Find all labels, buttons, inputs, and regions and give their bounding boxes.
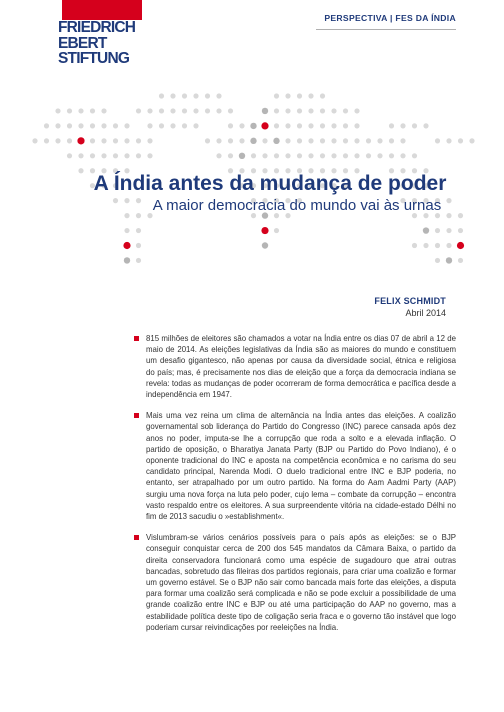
map-dot	[101, 153, 106, 158]
map-dot	[297, 123, 302, 128]
map-dot	[377, 153, 382, 158]
map-dot	[159, 123, 164, 128]
map-dot	[446, 243, 451, 248]
map-dot	[412, 243, 417, 248]
paragraph-text: 815 milhões de eleitores são chamados a votar na Índia entre os dias 07 de abril a 12 de maio de 2014. As eleições legislativas da Índia são as maiores do mundo e constituem um desafio gigantesco, não apenas por causa da diversidade social, étnica e religiosa do país; mas, é precisamente nos dias de eleição que a força da democracia indiana se revela: todas as mudanças de poder ocorreram de forma democrática e pacífica desde a independência em 1947.	[146, 334, 456, 400]
map-dot	[67, 123, 72, 128]
map-dot	[262, 153, 267, 158]
map-dot	[136, 258, 141, 263]
map-dot	[423, 123, 428, 128]
map-dot	[90, 138, 95, 143]
map-dot	[159, 108, 164, 113]
map-dot	[262, 138, 267, 143]
map-dot	[147, 108, 152, 113]
publication-date: Abril 2014	[405, 308, 446, 318]
map-dot	[297, 108, 302, 113]
map-dot	[55, 123, 60, 128]
map-dot-highlight	[261, 122, 268, 129]
map-dot	[124, 153, 129, 158]
map-dot	[67, 138, 72, 143]
map-dot	[90, 153, 95, 158]
fes-logo	[58, 20, 158, 67]
map-dot	[308, 138, 313, 143]
map-dot	[124, 228, 129, 233]
map-dot	[78, 123, 83, 128]
map-dot	[182, 93, 187, 98]
map-dot	[343, 153, 348, 158]
map-dot	[262, 242, 268, 248]
map-dot	[251, 153, 256, 158]
map-dot	[331, 123, 336, 128]
map-dot	[113, 138, 118, 143]
map-dot	[400, 153, 405, 158]
map-dot	[136, 108, 141, 113]
map-dot	[274, 228, 279, 233]
map-dot	[205, 138, 210, 143]
map-dot	[274, 108, 279, 113]
map-dot	[285, 138, 290, 143]
map-dot	[67, 108, 72, 113]
map-dot	[90, 123, 95, 128]
map-dot	[170, 108, 175, 113]
map-dot	[182, 108, 187, 113]
page-subtitle: A maior democracia do mundo vai às urnas	[152, 197, 442, 214]
paragraph	[134, 532, 456, 633]
map-dot	[320, 108, 325, 113]
map-dot	[124, 257, 130, 263]
map-dot	[216, 93, 221, 98]
map-dot-highlight	[123, 242, 130, 249]
map-dot	[193, 123, 198, 128]
map-dot	[239, 138, 244, 143]
map-dot	[78, 108, 83, 113]
map-dot	[205, 93, 210, 98]
logo-red-bar	[62, 0, 142, 20]
map-dot	[136, 153, 141, 158]
map-dot	[216, 138, 221, 143]
logo-line-3: STIFTUNG	[58, 50, 130, 67]
map-dot	[343, 108, 348, 113]
map-dot	[250, 138, 256, 144]
map-dot	[274, 93, 279, 98]
map-dot	[412, 123, 417, 128]
map-dot	[435, 138, 440, 143]
map-dot	[228, 123, 233, 128]
map-dot	[274, 123, 279, 128]
map-dot	[136, 138, 141, 143]
map-dot	[354, 138, 359, 143]
map-dot	[205, 108, 210, 113]
map-dot	[389, 123, 394, 128]
map-dot	[78, 153, 83, 158]
paragraph	[134, 333, 456, 400]
map-dot	[193, 108, 198, 113]
page-title: A Índia antes da mudança de poder	[93, 172, 447, 195]
map-dot	[55, 108, 60, 113]
author-block	[374, 296, 446, 318]
map-dot	[297, 153, 302, 158]
map-dot	[55, 138, 60, 143]
map-dot	[366, 138, 371, 143]
map-dot	[67, 153, 72, 158]
map-dot	[285, 93, 290, 98]
map-dot	[228, 153, 233, 158]
map-dot	[389, 138, 394, 143]
map-dot	[435, 228, 440, 233]
map-dot	[343, 138, 348, 143]
map-dot	[331, 108, 336, 113]
map-dot	[250, 123, 256, 129]
map-dot	[308, 153, 313, 158]
map-dot	[147, 138, 152, 143]
map-dot	[147, 153, 152, 158]
map-dot	[101, 123, 106, 128]
map-dot	[308, 108, 313, 113]
map-dot	[274, 153, 279, 158]
map-dot	[458, 258, 463, 263]
map-dot-highlight	[457, 242, 464, 249]
map-dot	[320, 138, 325, 143]
map-dot	[446, 228, 451, 233]
map-dot	[216, 153, 221, 158]
map-dot	[354, 153, 359, 158]
map-dot	[285, 123, 290, 128]
map-dot	[273, 138, 279, 144]
map-dot	[400, 138, 405, 143]
map-dot	[193, 93, 198, 98]
map-dot	[412, 153, 417, 158]
map-dot	[44, 123, 49, 128]
map-dot	[170, 93, 175, 98]
red-bullet-icon	[134, 413, 139, 418]
map-dot	[285, 153, 290, 158]
map-dot	[469, 138, 474, 143]
map-dot	[44, 138, 49, 143]
map-dot	[446, 138, 451, 143]
red-bullet-icon	[134, 535, 139, 540]
map-dot	[147, 123, 152, 128]
map-dot	[354, 123, 359, 128]
map-dot	[90, 108, 95, 113]
map-dot	[308, 123, 313, 128]
map-dot	[239, 153, 245, 159]
map-dot	[377, 138, 382, 143]
map-dot	[136, 243, 141, 248]
map-dot	[182, 123, 187, 128]
map-dot	[354, 108, 359, 113]
map-dot	[308, 93, 313, 98]
map-dot	[136, 228, 141, 233]
map-dot	[101, 108, 106, 113]
map-dot	[366, 153, 371, 158]
map-dot	[285, 108, 290, 113]
map-dot	[331, 138, 336, 143]
map-dot	[423, 227, 429, 233]
map-dot	[124, 123, 129, 128]
map-dot-highlight	[261, 227, 268, 234]
map-dot	[389, 153, 394, 158]
map-dot	[113, 153, 118, 158]
map-dot-highlight	[77, 137, 84, 144]
map-dot	[423, 243, 428, 248]
map-dot	[170, 123, 175, 128]
map-dot	[262, 108, 268, 114]
map-dot	[331, 153, 336, 158]
map-dot	[446, 257, 452, 263]
map-dot	[297, 138, 302, 143]
logo-line-2: EBERT	[58, 34, 107, 52]
map-dot	[113, 123, 118, 128]
map-dot	[320, 123, 325, 128]
map-dot	[239, 123, 244, 128]
red-bullet-icon	[134, 336, 139, 341]
map-dot	[159, 93, 164, 98]
map-dot	[32, 138, 37, 143]
logo-line-1: FRIEDRICH	[58, 19, 136, 36]
map-dot	[320, 153, 325, 158]
paragraph	[134, 410, 456, 522]
map-dot	[101, 138, 106, 143]
paragraph-text: Vislumbram-se vários cenários possíveis para o país após as eleições: se o BJP conseguir conquistar cerca de 200 dos 545 mandatos da Câmara Baixa, o partido da direita conservadora funcionará como uma espécie de sugadouro que atrai outras bancadas, sobretudo das fileiras dos partidos regionais, para criar uma coalizão e formar um governo estável. Se o BJP não sair como bancada mais forte das eleições, a disputa para formar uma coalizão será complicada e não se pode excluir a possibilidade de uma grande coalizão entre INC e BJP ou até uma participação do AAP no governo, mas a estabilidade política deste tipo de coligação seria fraca e o governo tão instável que logo poderiam cursar reivindicações por reeleições na Índia.	[146, 533, 456, 632]
map-dot	[458, 228, 463, 233]
map-dot	[297, 93, 302, 98]
series-label: PERSPECTIVA | FES DA ÍNDIA	[324, 13, 456, 23]
map-dot	[400, 123, 405, 128]
map-dot	[435, 258, 440, 263]
map-dot	[435, 243, 440, 248]
header-divider	[316, 29, 456, 30]
author-name: FELIX SCHMIDT	[374, 296, 446, 306]
map-dot	[228, 108, 233, 113]
map-dot	[124, 138, 129, 143]
paragraph-text: Mais uma vez reina um clima de alternância na Índia antes das eleições. A coalizão governamental sob liderança do Partido do Congresso (INC) parece cansada após dez anos no poder, imputa-se lhe a corrupção que roda a solto e a elevada inflação. O partido de oposição, o Bharatiya Janata Party (BJP ou Partido do Povo Indiano), é o oponente tradicional do INC e aposta na competência econômica e no carisma do seu candidato principal, Narenda Modi. O duelo tradicional entre INC e BJP poderia, no entanto, ser atrapalhado por um outro partido. Na forma do Aam Aadmi Party (AAP) surgiu uma nova força na luta pelo poder, cujo lema – combate da corrupção – encontra vasto respaldo entre os eleitores. A sua surpreendente vitória na cidade-estado Délhi no fim de 2013 sacudiu o »establishment«.	[146, 411, 456, 522]
article-body	[134, 333, 456, 643]
map-dot	[216, 108, 221, 113]
map-dot	[458, 138, 463, 143]
map-dot	[320, 93, 325, 98]
map-dot	[228, 138, 233, 143]
map-dot	[343, 123, 348, 128]
